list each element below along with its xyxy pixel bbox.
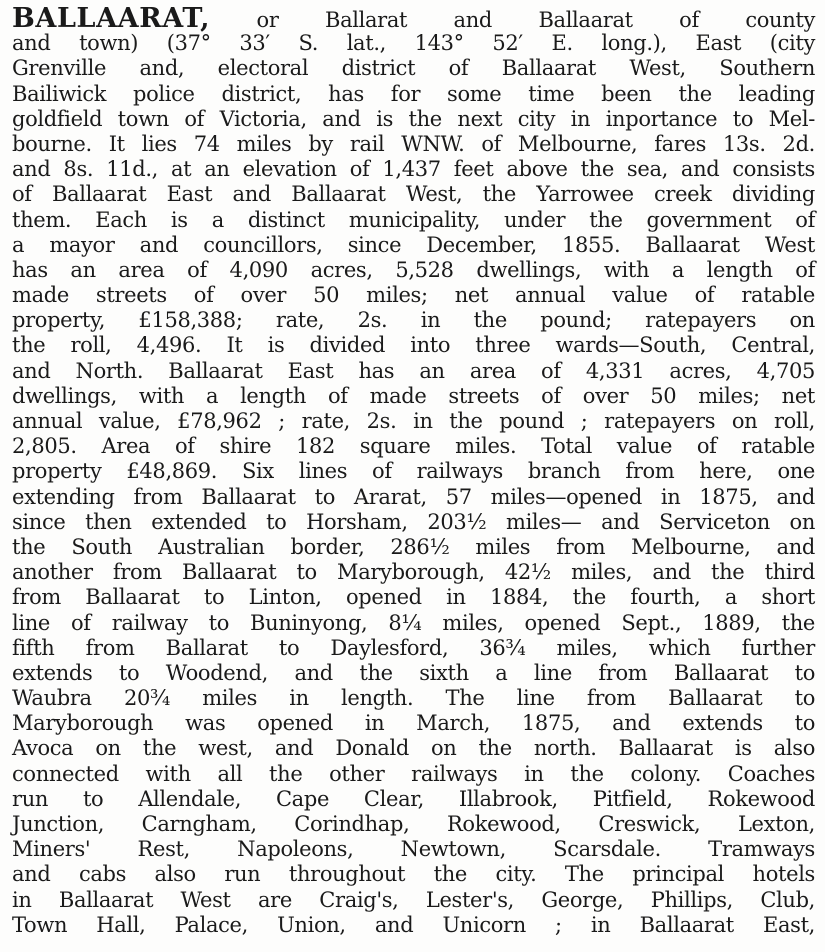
entry-line: them. Each is a distinct municipality, under the government of <box>12 207 815 232</box>
entry-line: Grenville and, electoral district of Ballaarat West, Southern <box>12 56 815 81</box>
entry-line: Maryborough was opened in March, 1875, and extends to <box>12 711 815 736</box>
entry-line <box>12 3 816 34</box>
entry-line: extending from Ballaarat to Ararat, 57 miles—opened in 1875, and <box>12 484 815 509</box>
entry-line: dwellings, with a length of made streets of over 50 miles; net <box>12 383 815 408</box>
entry-line: Waubra 20¾ miles in length. The line from Ballaarat to <box>12 686 815 711</box>
entry-line: and 8s. 11d., at an elevation of 1,437 feet above the sea, and consists <box>12 157 815 182</box>
entry-line: run to Allendale, Cape Clear, Illabrook, Pitfield, Rokewood <box>12 786 815 811</box>
entry-line: bourne. It lies 74 miles by rail WNW. of Melbourne, fares 13s. 2d. <box>12 131 815 156</box>
entry-line: extends to Woodend, and the sixth a line from Ballaarat to <box>12 660 815 685</box>
entry-line: since then extended to Horsham, 203½ miles— and Serviceton on <box>12 509 815 534</box>
entry-line: connected with all the other railways in the colony. Coaches <box>12 761 815 786</box>
gazetteer-entry <box>12 3 816 938</box>
entry-line: property, £158,388; rate, 2s. in the pound; ratepayers on <box>12 308 815 333</box>
entry-line: Miners' Rest, Napoleons, Newtown, Scarsdale. Tramways <box>12 837 815 862</box>
entry-line: made streets of over 50 miles; net annual value of ratable <box>12 283 815 308</box>
entry-line: the roll, 4,496. It is divided into three wards—South, Central, <box>12 333 815 358</box>
entry-line: Town Hall, Palace, Union, and Unicorn ; in Ballaarat East, <box>12 912 815 937</box>
entry-line: in Ballaarat West are Craig's, Lester's, George, Phillips, Club, <box>12 887 815 912</box>
entry-line: Avoca on the west, and Donald on the north. Ballaarat is also <box>12 736 815 761</box>
entry-line-text: or Ballarat and Ballaarat of county <box>256 8 816 32</box>
entry-line: 2,805. Area of shire 182 square miles. Total value of ratable <box>12 434 815 459</box>
entry-line: annual value, £78,962 ; rate, 2s. in the pound ; ratepayers on roll, <box>12 409 815 433</box>
entry-headword: BALLAARAT, <box>12 3 211 34</box>
entry-line: and town) (37° 33′ S. lat., 143° 52′ E. long.), East (city <box>12 31 815 56</box>
entry-line: goldfield town of Victoria, and is the next city in inportance to Mel- <box>12 106 815 131</box>
entry-line: line of railway to Buninyong, 8¼ miles, opened Sept., 1889, the <box>12 610 815 635</box>
entry-line: a mayor and councillors, since December, 1855. Ballaarat West <box>12 232 815 257</box>
entry-line: property £48,869. Six lines of railways branch from here, one <box>12 459 815 484</box>
entry-line: Bailiwick police district, has for some time been the leading <box>12 81 815 106</box>
entry-line: another from Ballaarat to Maryborough, 42½ miles, and the third <box>12 560 815 585</box>
entry-line: and cabs also run throughout the city. The principal hotels <box>12 862 815 887</box>
entry-line: has an area of 4,090 acres, 5,528 dwellings, with a length of <box>12 257 815 282</box>
entry-line: the South Australian border, 286½ miles from Melbourne, and <box>12 534 815 559</box>
entry-line: of Ballaarat East and Ballaarat West, the Yarrowee creek dividing <box>12 182 815 207</box>
entry-line: Junction, Carngham, Corindhap, Rokewood, Creswick, Lexton, <box>12 812 815 836</box>
entry-line: from Ballaarat to Linton, opened in 1884, the fourth, a short <box>12 585 815 610</box>
entry-line: and North. Ballaarat East has an area of 4,331 acres, 4,705 <box>12 358 815 383</box>
entry-line: fifth from Ballarat to Daylesford, 36¾ miles, which further <box>12 635 815 660</box>
